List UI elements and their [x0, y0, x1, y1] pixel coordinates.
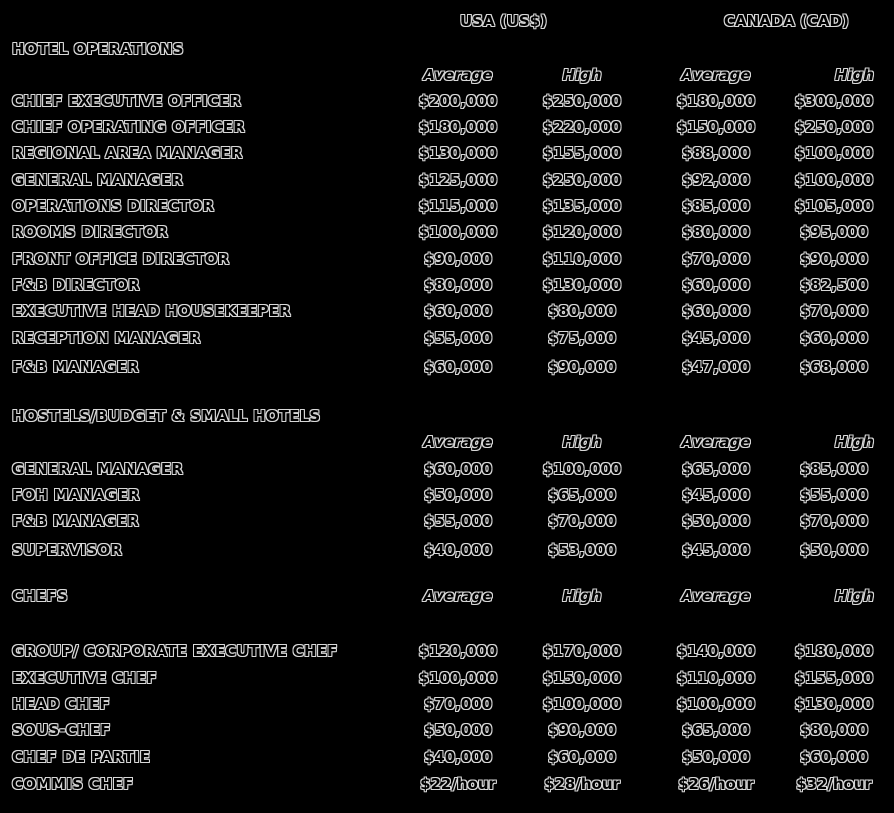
role-label: F&B MANAGER: [12, 512, 139, 530]
role-label: EXECUTIVE CHEF: [12, 669, 157, 687]
usa-high-value: $60,000: [547, 748, 617, 766]
section-title-chefs: CHEFS: [12, 587, 68, 605]
canada-high-value: $32/hour: [796, 775, 872, 793]
role-label: SUPERVISOR: [12, 541, 123, 559]
role-label: RECEPTION MANAGER: [12, 329, 201, 347]
canada-average-value: $92,000: [681, 171, 751, 189]
canada-high-value: $50,000: [799, 541, 869, 559]
usa-average-header: Average: [423, 433, 493, 451]
canada-high-value: $100,000: [794, 144, 874, 162]
usa-high-value: $80,000: [547, 302, 617, 320]
usa-average-value: $125,000: [418, 171, 498, 189]
role-label: FOH MANAGER: [12, 486, 140, 504]
canada-high-header: High: [834, 587, 874, 605]
canada-average-value: $60,000: [681, 302, 751, 320]
role-label: GENERAL MANAGER: [12, 171, 184, 189]
canada-high-value: $95,000: [799, 223, 869, 241]
usa-high-value: $53,000: [547, 541, 617, 559]
usa-column-header: USA (US$): [460, 12, 547, 30]
usa-average-value: $22/hour: [420, 775, 496, 793]
usa-high-header: High: [562, 433, 602, 451]
section-title-hostels-budget: HOSTELS/BUDGET & SMALL HOTELS: [12, 407, 321, 425]
role-label: CHIEF OPERATING OFFICER: [12, 118, 245, 136]
role-label: FRONT OFFICE DIRECTOR: [12, 250, 230, 268]
canada-high-value: $90,000: [799, 250, 869, 268]
canada-average-value: $45,000: [681, 541, 751, 559]
canada-high-value: $250,000: [794, 118, 874, 136]
usa-high-value: $100,000: [542, 695, 622, 713]
usa-average-value: $60,000: [423, 358, 493, 376]
canada-high-value: $130,000: [794, 695, 874, 713]
canada-average-value: $50,000: [681, 512, 751, 530]
canada-high-value: $60,000: [799, 748, 869, 766]
usa-high-value: $65,000: [547, 486, 617, 504]
usa-high-value: $135,000: [542, 197, 622, 215]
usa-high-value: $170,000: [542, 642, 622, 660]
usa-high-value: $90,000: [547, 358, 617, 376]
role-label: GROUP/ CORPORATE EXECUTIVE CHEF: [12, 642, 338, 660]
usa-average-value: $55,000: [423, 329, 493, 347]
role-label: CHIEF EXECUTIVE OFFICER: [12, 92, 242, 110]
usa-high-value: $110,000: [542, 250, 622, 268]
canada-high-header: High: [834, 433, 874, 451]
usa-average-value: $130,000: [418, 144, 498, 162]
canada-average-value: $45,000: [681, 329, 751, 347]
usa-high-value: $250,000: [542, 92, 622, 110]
canada-average-value: $85,000: [681, 197, 751, 215]
canada-average-header: Average: [681, 587, 751, 605]
role-label: F&B MANAGER: [12, 358, 139, 376]
usa-average-value: $200,000: [418, 92, 498, 110]
canada-high-value: $55,000: [799, 486, 869, 504]
usa-high-value: $220,000: [542, 118, 622, 136]
canada-high-value: $105,000: [794, 197, 874, 215]
canada-high-value: $60,000: [799, 329, 869, 347]
usa-high-value: $100,000: [542, 460, 622, 478]
usa-high-value: $90,000: [547, 721, 617, 739]
canada-average-header: Average: [681, 433, 751, 451]
canada-high-value: $70,000: [799, 512, 869, 530]
canada-high-value: $180,000: [794, 642, 874, 660]
usa-average-value: $40,000: [423, 541, 493, 559]
role-label: GENERAL MANAGER: [12, 460, 184, 478]
usa-average-header: Average: [423, 66, 493, 84]
usa-high-value: $155,000: [542, 144, 622, 162]
usa-average-value: $70,000: [423, 695, 493, 713]
role-label: OPERATIONS DIRECTOR: [12, 197, 215, 215]
usa-average-header: Average: [423, 587, 493, 605]
canada-average-value: $70,000: [681, 250, 751, 268]
usa-average-value: $100,000: [418, 669, 498, 687]
canada-average-value: $88,000: [681, 144, 751, 162]
role-label: ROOMS DIRECTOR: [12, 223, 169, 241]
usa-average-value: $40,000: [423, 748, 493, 766]
role-label: COMMIS CHEF: [12, 775, 134, 793]
usa-high-value: $250,000: [542, 171, 622, 189]
canada-average-value: $100,000: [676, 695, 756, 713]
role-label: EXECUTIVE HEAD HOUSEKEEPER: [12, 302, 291, 320]
canada-average-value: $80,000: [681, 223, 751, 241]
role-label: SOUS-CHEF: [12, 721, 111, 739]
role-label: CHEF DE PARTIE: [12, 748, 151, 766]
canada-high-value: $100,000: [794, 171, 874, 189]
canada-average-value: $150,000: [676, 118, 756, 136]
usa-average-value: $90,000: [423, 250, 493, 268]
usa-high-header: High: [562, 587, 602, 605]
usa-average-value: $180,000: [418, 118, 498, 136]
usa-high-value: $28/hour: [544, 775, 620, 793]
canada-high-value: $300,000: [794, 92, 874, 110]
role-label: REGIONAL AREA MANAGER: [12, 144, 243, 162]
section-title-hotel-operations: HOTEL OPERATIONS: [12, 40, 184, 58]
canada-high-value: $80,000: [799, 721, 869, 739]
usa-high-value: $120,000: [542, 223, 622, 241]
canada-average-header: Average: [681, 66, 751, 84]
usa-average-value: $80,000: [423, 276, 493, 294]
canada-high-header: High: [834, 66, 874, 84]
canada-high-value: $155,000: [794, 669, 874, 687]
usa-average-value: $100,000: [418, 223, 498, 241]
usa-high-value: $130,000: [542, 276, 622, 294]
usa-average-value: $120,000: [418, 642, 498, 660]
usa-average-value: $115,000: [418, 197, 498, 215]
usa-high-header: High: [562, 66, 602, 84]
role-label: HEAD CHEF: [12, 695, 110, 713]
usa-average-value: $60,000: [423, 460, 493, 478]
canada-average-value: $65,000: [681, 460, 751, 478]
usa-high-value: $75,000: [547, 329, 617, 347]
usa-average-value: $60,000: [423, 302, 493, 320]
canada-average-value: $110,000: [676, 669, 756, 687]
canada-average-value: $140,000: [676, 642, 756, 660]
canada-average-value: $60,000: [681, 276, 751, 294]
canada-average-value: $180,000: [676, 92, 756, 110]
canada-high-value: $70,000: [799, 302, 869, 320]
usa-high-value: $150,000: [542, 669, 622, 687]
canada-high-value: $68,000: [799, 358, 869, 376]
canada-high-value: $82,500: [799, 276, 869, 294]
canada-average-value: $50,000: [681, 748, 751, 766]
canada-average-value: $65,000: [681, 721, 751, 739]
role-label: F&B DIRECTOR: [12, 276, 140, 294]
usa-average-value: $50,000: [423, 721, 493, 739]
canada-average-value: $26/hour: [678, 775, 754, 793]
canada-average-value: $45,000: [681, 486, 751, 504]
canada-column-header: CANADA (CAD): [724, 12, 849, 30]
usa-high-value: $70,000: [547, 512, 617, 530]
usa-average-value: $50,000: [423, 486, 493, 504]
canada-high-value: $85,000: [799, 460, 869, 478]
usa-average-value: $55,000: [423, 512, 493, 530]
canada-average-value: $47,000: [681, 358, 751, 376]
